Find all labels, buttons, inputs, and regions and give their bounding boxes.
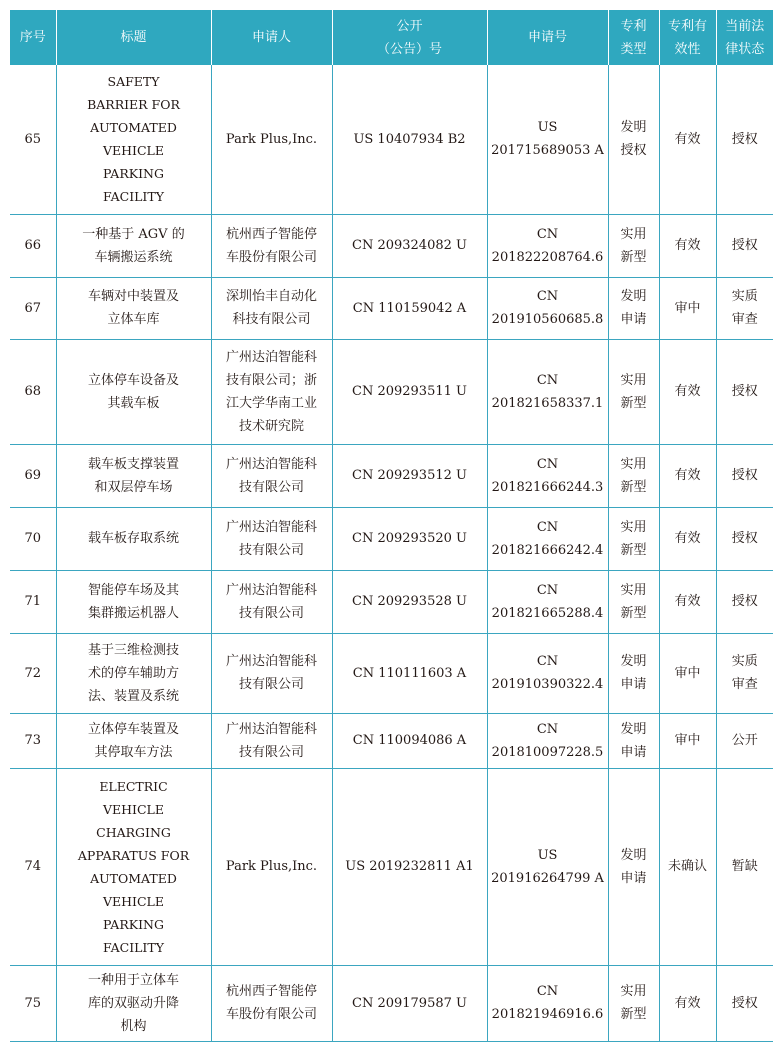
- cell-title: [56, 965, 211, 1041]
- cell-application-number-line: CN: [536, 519, 559, 535]
- cell-patent-type: [608, 507, 659, 570]
- cell-publication-number: CN 209293520 U: [332, 507, 487, 570]
- cell-applicant: [211, 768, 332, 965]
- cell-index: 72: [10, 633, 56, 713]
- cell-validity-line: 有效: [674, 594, 701, 609]
- cell-patent-type: [608, 65, 659, 214]
- cell-title-line: ELECTRIC: [99, 778, 168, 794]
- table-row: [10, 965, 773, 1041]
- cell-patent-type-line: 新型: [620, 1007, 647, 1022]
- cell-validity-line: 有效: [674, 131, 701, 147]
- header-title: [56, 10, 211, 65]
- cell-application-number: [487, 65, 608, 214]
- cell-legal-status: [716, 633, 773, 713]
- cell-applicant-line: Park Plus,Inc.: [225, 131, 318, 147]
- cell-patent-type-line: 授权: [620, 143, 647, 159]
- cell-title-line: 立体停车设备及: [87, 372, 179, 388]
- cell-legal-status: [716, 277, 773, 339]
- cell-applicant-line: 技有限公司: [238, 542, 304, 558]
- cell-patent-type-line: 申请: [620, 870, 647, 886]
- cell-application-number-line: 201821665288.4: [491, 605, 604, 621]
- table-row: [10, 65, 773, 214]
- cell-applicant: [211, 570, 332, 633]
- cell-patent-type: [608, 277, 659, 339]
- cell-patent-type-line: 实用: [620, 582, 647, 598]
- cell-application-number-line: 201822208764.6: [491, 249, 604, 265]
- cell-application-number-line: 201821666244.3: [491, 479, 604, 495]
- cell-publication-number: CN 209293511 U: [332, 339, 487, 444]
- header-row: [10, 10, 773, 65]
- cell-legal-status-line: 授权: [731, 995, 758, 1011]
- cell-validity: [659, 65, 716, 214]
- cell-title-line: 车辆搬运系统: [94, 249, 173, 265]
- cell-title-line: VEHICLE: [103, 143, 164, 159]
- cell-application-number: [487, 713, 608, 768]
- cell-legal-status: [716, 570, 773, 633]
- cell-title-line: 一种用于立体车: [87, 972, 179, 988]
- cell-title: [56, 444, 211, 507]
- cell-patent-type: [608, 768, 659, 965]
- cell-patent-type-line: 新型: [620, 249, 647, 265]
- cell-index: 75: [10, 965, 56, 1041]
- cell-patent-type-line: 申请: [620, 312, 647, 327]
- cell-application-number-line: CN: [536, 654, 559, 669]
- cell-validity: [659, 768, 716, 965]
- cell-application-number-line: CN: [536, 226, 559, 242]
- cell-legal-status-line: 暂缺: [731, 859, 758, 874]
- cell-validity-line: 有效: [674, 468, 701, 483]
- cell-legal-status-line: 授权: [731, 384, 758, 399]
- cell-applicant: [211, 633, 332, 713]
- cell-publication-number: US 2019232811 A1: [332, 768, 487, 965]
- cell-patent-type-line: 发明: [620, 721, 647, 737]
- cell-applicant-line: 技有限公司；浙: [225, 372, 317, 388]
- cell-title-line: 其停取车方法: [94, 744, 173, 760]
- cell-patent-type: [608, 633, 659, 713]
- header-text: 申请人: [251, 30, 291, 45]
- cell-validity-line: 有效: [674, 384, 701, 399]
- cell-applicant-line: 广州达泊智能科: [225, 456, 317, 472]
- cell-validity-line: 有效: [674, 995, 701, 1011]
- cell-title-line: 集群搬运机器人: [87, 605, 179, 621]
- cell-index: 67: [10, 277, 56, 339]
- cell-patent-type-line: 新型: [620, 605, 647, 621]
- header-text: 类型: [620, 41, 647, 57]
- cell-applicant: [211, 214, 332, 277]
- cell-patent-type-line: 新型: [620, 479, 647, 495]
- header-text: 申请号: [527, 30, 567, 45]
- cell-legal-status: [716, 507, 773, 570]
- cell-publication-number: CN 209293528 U: [332, 570, 487, 633]
- cell-title-line: BARRIER FOR: [87, 97, 180, 113]
- cell-title-line: 载车板支撑装置: [87, 456, 179, 472]
- cell-applicant-line: 车股份有限公司: [225, 1007, 317, 1022]
- cell-application-number: [487, 768, 608, 965]
- cell-applicant-line: 广州达泊智能科: [225, 721, 317, 737]
- cell-applicant-line: 技有限公司: [238, 677, 304, 692]
- cell-title: [56, 507, 211, 570]
- cell-validity: [659, 277, 716, 339]
- header-text: 标题: [120, 30, 147, 45]
- cell-patent-type: [608, 339, 659, 444]
- cell-title-line: 基于三维检测技: [87, 642, 179, 658]
- cell-index: 66: [10, 214, 56, 277]
- table-row: [10, 507, 773, 570]
- cell-applicant: [211, 65, 332, 214]
- header-text: 当前法: [725, 18, 765, 34]
- cell-application-number-line: 201715689053 A: [491, 143, 604, 159]
- cell-validity: [659, 965, 716, 1041]
- cell-title-line: 立体停车装置及: [87, 721, 179, 737]
- cell-publication-number: CN 110094086 A: [332, 713, 487, 768]
- cell-legal-status: [716, 65, 773, 214]
- cell-legal-status-line: 公开: [731, 733, 758, 748]
- cell-title-line: CHARGING: [96, 824, 171, 840]
- cell-publication-number: CN 209179587 U: [332, 965, 487, 1041]
- cell-title-line: AUTOMATED: [90, 120, 177, 136]
- cell-applicant-line: 技有限公司: [238, 479, 304, 495]
- cell-title-line: FACILITY: [103, 189, 164, 205]
- cell-patent-type: [608, 965, 659, 1041]
- cell-title: [56, 339, 211, 444]
- cell-patent-type-line: 实用: [620, 372, 647, 388]
- cell-patent-type-line: 申请: [620, 744, 647, 760]
- cell-title-line: SAFETY: [107, 74, 160, 90]
- cell-application-number-line: CN: [536, 456, 559, 472]
- cell-title-line: PARKING: [103, 916, 164, 932]
- cell-title-line: 一种基于 AGV 的: [82, 226, 185, 242]
- cell-application-number-line: 201821946916.6: [491, 1007, 604, 1022]
- cell-validity: [659, 214, 716, 277]
- patent-table: [10, 10, 773, 1042]
- cell-legal-status-line: 授权: [731, 594, 758, 609]
- cell-publication-number: CN 110111603 A: [332, 633, 487, 713]
- cell-validity: [659, 507, 716, 570]
- cell-publication-number: CN 209324082 U: [332, 214, 487, 277]
- cell-validity-line: 审中: [674, 733, 701, 748]
- table-row: [10, 713, 773, 768]
- cell-title-line: 载车板存取系统: [87, 531, 179, 546]
- header-text: 律状态: [725, 41, 765, 57]
- table-row: [10, 570, 773, 633]
- cell-application-number-line: CN: [536, 984, 559, 999]
- header-text: （公告）号: [376, 41, 442, 57]
- cell-index: 71: [10, 570, 56, 633]
- cell-application-number: [487, 277, 608, 339]
- cell-validity-line: 有效: [674, 238, 701, 253]
- cell-title-line: 机构: [120, 1018, 147, 1034]
- cell-title-line: APPARATUS FOR: [77, 847, 190, 863]
- header-legal-status: [716, 10, 773, 65]
- cell-title: [56, 633, 211, 713]
- cell-application-number-line: US: [537, 847, 558, 863]
- header-index: [10, 10, 56, 65]
- header-text: 效性: [674, 41, 701, 57]
- table-row: [10, 214, 773, 277]
- cell-title: [56, 65, 211, 214]
- cell-legal-status-line: 授权: [731, 131, 758, 147]
- cell-validity: [659, 633, 716, 713]
- cell-application-number-line: CN: [536, 721, 559, 737]
- cell-title-line: FACILITY: [103, 939, 164, 955]
- cell-applicant-line: 杭州西子智能停: [225, 984, 317, 999]
- cell-application-number-line: 201916264799 A: [491, 870, 604, 886]
- cell-application-number-line: CN: [536, 289, 559, 304]
- cell-legal-status-line: 审查: [731, 312, 758, 327]
- cell-applicant-line: 广州达泊智能科: [225, 654, 317, 669]
- cell-title-line: 库的双驱动升降: [87, 995, 179, 1011]
- cell-index: 69: [10, 444, 56, 507]
- cell-index: 65: [10, 65, 56, 214]
- cell-application-number: [487, 444, 608, 507]
- cell-applicant: [211, 277, 332, 339]
- cell-patent-type-line: 实用: [620, 456, 647, 472]
- cell-patent-type-line: 发明: [620, 654, 647, 669]
- cell-legal-status: [716, 339, 773, 444]
- cell-patent-type: [608, 570, 659, 633]
- cell-applicant-line: Park Plus,Inc.: [225, 859, 318, 874]
- cell-index: 74: [10, 768, 56, 965]
- cell-patent-type-line: 发明: [620, 120, 647, 136]
- table-row: [10, 277, 773, 339]
- cell-validity-line: 审中: [674, 665, 701, 681]
- table-row: [10, 339, 773, 444]
- cell-title-line: VEHICLE: [103, 801, 164, 817]
- cell-application-number: [487, 965, 608, 1041]
- cell-index: 73: [10, 713, 56, 768]
- cell-applicant: [211, 965, 332, 1041]
- cell-patent-type-line: 新型: [620, 542, 647, 558]
- cell-applicant-line: 技有限公司: [238, 744, 304, 760]
- cell-applicant-line: 杭州西子智能停: [225, 226, 317, 242]
- cell-title-line: 车辆对中装置及: [87, 289, 179, 304]
- cell-title-line: 和双层停车场: [94, 479, 173, 495]
- cell-publication-number: US 10407934 B2: [332, 65, 487, 214]
- cell-applicant: [211, 713, 332, 768]
- cell-index: 70: [10, 507, 56, 570]
- cell-title: [56, 713, 211, 768]
- cell-applicant-line: 江大学华南工业: [225, 395, 317, 411]
- cell-title-line: 术的停车辅助方: [87, 665, 179, 681]
- cell-legal-status-line: 实质: [731, 289, 758, 304]
- header-validity: [659, 10, 716, 65]
- table-row: [10, 768, 773, 965]
- table-row: [10, 633, 773, 713]
- cell-application-number-line: CN: [536, 372, 559, 388]
- cell-patent-type-line: 新型: [620, 395, 647, 411]
- cell-validity: [659, 444, 716, 507]
- cell-application-number: [487, 507, 608, 570]
- cell-applicant: [211, 507, 332, 570]
- cell-applicant: [211, 339, 332, 444]
- cell-applicant-line: 科技有限公司: [232, 312, 311, 327]
- cell-applicant-line: 广州达泊智能科: [225, 519, 317, 535]
- cell-legal-status: [716, 965, 773, 1041]
- cell-legal-status: [716, 768, 773, 965]
- cell-title-line: VEHICLE: [103, 893, 164, 909]
- cell-application-number: [487, 339, 608, 444]
- cell-patent-type-line: 实用: [620, 226, 647, 242]
- cell-legal-status-line: 授权: [731, 468, 758, 483]
- cell-application-number: [487, 570, 608, 633]
- cell-applicant-line: 技有限公司: [238, 605, 304, 621]
- cell-application-number-line: CN: [536, 582, 559, 598]
- cell-patent-type-line: 实用: [620, 984, 647, 999]
- cell-title-line: 立体车库: [107, 312, 160, 327]
- cell-application-number-line: 201821658337.1: [491, 395, 604, 411]
- cell-patent-type: [608, 713, 659, 768]
- cell-patent-type: [608, 444, 659, 507]
- cell-applicant-line: 车股份有限公司: [225, 249, 317, 265]
- cell-title-line: 智能停车场及其: [87, 582, 179, 598]
- cell-patent-type-line: 发明: [620, 847, 647, 863]
- header-text: 专利有: [667, 18, 707, 34]
- header-applicant: [211, 10, 332, 65]
- header-text: 专利: [620, 18, 647, 34]
- table-row: [10, 444, 773, 507]
- cell-publication-number: CN 110159042 A: [332, 277, 487, 339]
- cell-legal-status: [716, 214, 773, 277]
- cell-validity-line: 未确认: [667, 859, 707, 874]
- cell-application-number: [487, 633, 608, 713]
- cell-patent-type-line: 申请: [620, 677, 647, 692]
- cell-title: [56, 277, 211, 339]
- cell-title: [56, 570, 211, 633]
- cell-publication-number: CN 209293512 U: [332, 444, 487, 507]
- cell-legal-status-line: 授权: [731, 531, 758, 546]
- cell-index: 68: [10, 339, 56, 444]
- cell-legal-status-line: 实质: [731, 654, 758, 669]
- cell-validity: [659, 713, 716, 768]
- cell-application-number-line: 201910390322.4: [491, 677, 604, 692]
- cell-applicant-line: 广州达泊智能科: [225, 582, 317, 598]
- cell-title-line: 其载车板: [107, 395, 160, 411]
- cell-title: [56, 214, 211, 277]
- header-application-number: [487, 10, 608, 65]
- cell-patent-type: [608, 214, 659, 277]
- cell-legal-status: [716, 444, 773, 507]
- cell-applicant-line: 技术研究院: [238, 418, 304, 434]
- cell-applicant-line: 深圳怡丰自动化: [225, 289, 317, 304]
- cell-patent-type-line: 实用: [620, 519, 647, 535]
- cell-validity: [659, 570, 716, 633]
- cell-title-line: AUTOMATED: [90, 870, 177, 886]
- cell-application-number-line: US: [537, 120, 558, 136]
- cell-validity-line: 有效: [674, 531, 701, 546]
- cell-applicant-line: 广州达泊智能科: [225, 349, 317, 365]
- header-text: 序号: [19, 30, 46, 45]
- cell-applicant: [211, 444, 332, 507]
- cell-application-number-line: 201810097228.5: [491, 744, 604, 760]
- cell-legal-status: [716, 713, 773, 768]
- cell-legal-status-line: 授权: [731, 238, 758, 253]
- header-patent-type: [608, 10, 659, 65]
- cell-title-line: 法、装置及系统: [87, 688, 179, 704]
- cell-application-number: [487, 214, 608, 277]
- cell-validity-line: 审中: [674, 300, 701, 316]
- cell-title: [56, 768, 211, 965]
- cell-application-number-line: 201821666242.4: [491, 542, 604, 558]
- cell-validity: [659, 339, 716, 444]
- header-publication-number: [332, 10, 487, 65]
- cell-patent-type-line: 发明: [620, 289, 647, 304]
- cell-legal-status-line: 审查: [731, 677, 758, 692]
- cell-application-number-line: 201910560685.8: [491, 312, 604, 327]
- table-body: [10, 65, 773, 1041]
- header-text: 公开: [396, 18, 423, 34]
- cell-title-line: PARKING: [103, 166, 164, 182]
